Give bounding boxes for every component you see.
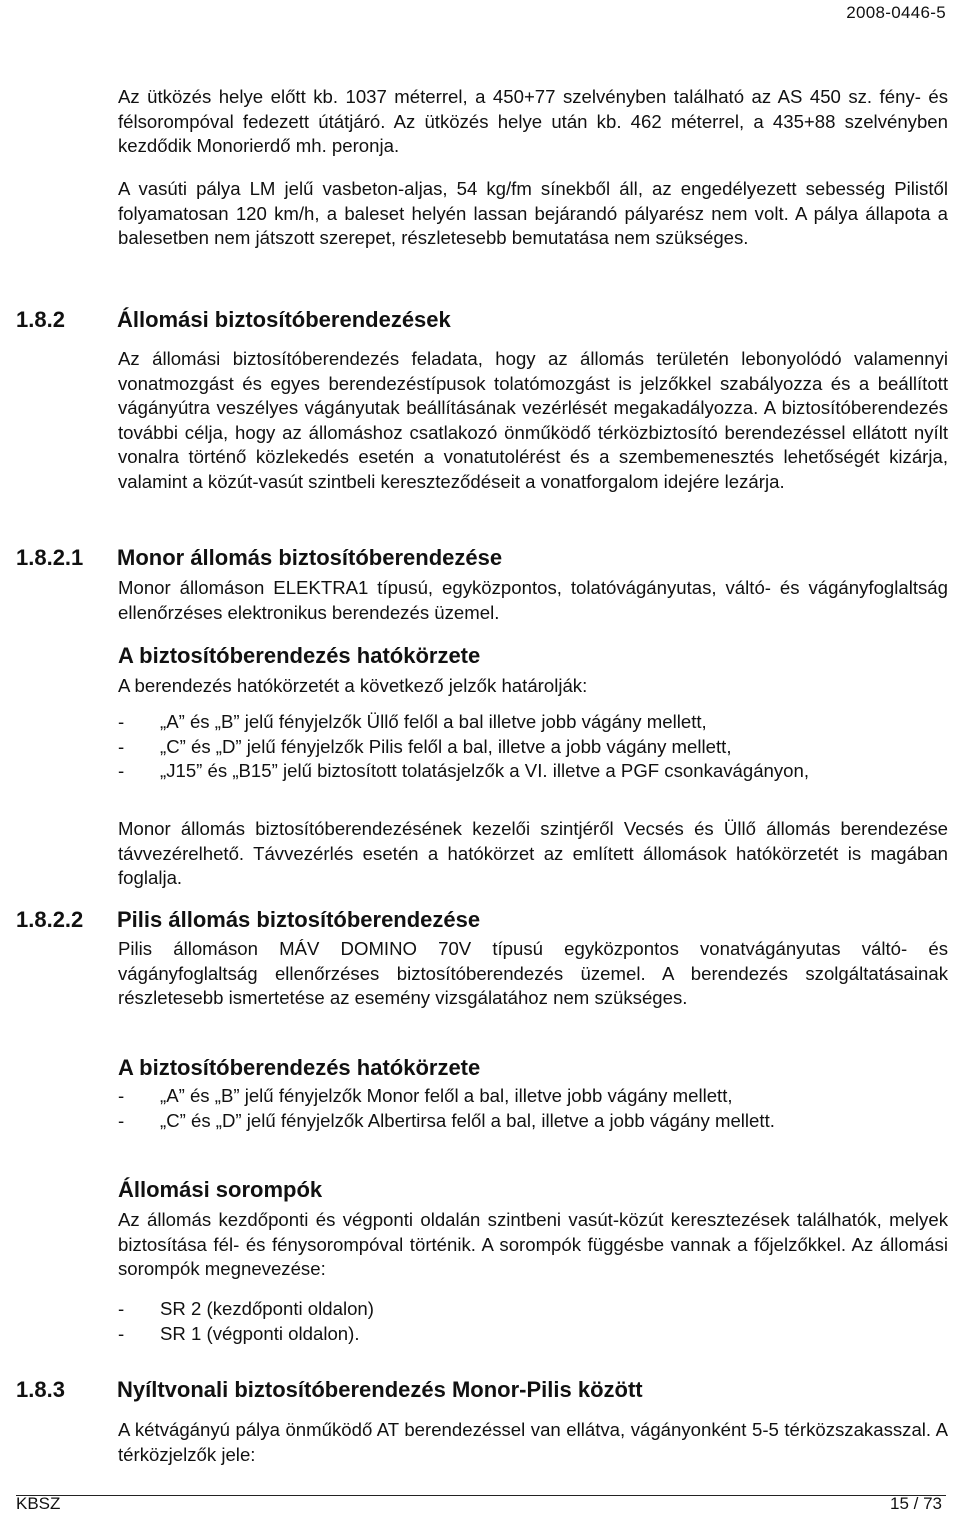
intro-paragraph-1: Az ütközés helye előtt kb. 1037 méterrel, a 450+77 szelvényben található az AS 450 sz. fény- és félsorompóval fedezett útátjáró. Az ütközés helye után kb. 462 méterrel, a 435+88 szelvényben kezdődik Monorierdő mh. peronja. [118, 86, 948, 157]
subheading-pilis-scope: A biztosítóberendezés hatókörzete [118, 1055, 481, 1080]
section-number-1-8-2-2: 1.8.2.2 [16, 907, 84, 932]
list-item [118, 759, 948, 784]
monor-remote-control-paragraph: Monor állomás biztosítóberendezésének kezelői szintjéről Vecsés és Üllő állomás berendezése távvezérelhető. Távvezérlés esetén a hatókörzet az említett állomások hatókörzetét is magában foglalja. [118, 818, 948, 889]
list-dash: - [118, 735, 125, 757]
list-item-text: „A” és „B” jelű fényjelzők Üllő felől a bal illetve jobb vágány mellett, [160, 711, 707, 732]
section-body-1-8-2-2: Pilis állomáson MÁV DOMINO 70V típusú egyközpontos vonatvágányutas váltó- és vágányfoglaltság ellenőrzéses biztosítóberendezés üzemel. A berendezés szolgáltatásainak részletesebb ismertetése az esemény vizsgálatához nem szükséges. [118, 938, 948, 1009]
footer-organization: KBSZ [16, 1494, 61, 1513]
list-dash: - [118, 711, 125, 732]
list-item [118, 735, 948, 760]
list-item [118, 1322, 948, 1347]
footer-page-number: 15 / 73 [890, 1494, 942, 1513]
section-number-1-8-2-1: 1.8.2.1 [16, 545, 84, 570]
list-item [118, 1109, 948, 1134]
section-body-1-8-2-1: Monor állomáson ELEKTRA1 típusú, egyközpontos, tolatóvágányutas, váltó- és vágányfoglaltság ellenőrzéses elektronikus berendezés üzemel. [118, 577, 948, 623]
list-item [118, 710, 948, 735]
list-item-text: SR 1 (végponti oldalon). [160, 1322, 360, 1344]
list-dash: - [118, 1085, 125, 1106]
pilis-signal-list [118, 1084, 948, 1133]
subheading-station-barriers: Állomási sorompók [118, 1177, 323, 1202]
list-dash: - [118, 1109, 125, 1131]
list-item-text: „C” és „D” jelű fényjelzők Pilis felől a bal, illetve a jobb vágány mellett, [160, 735, 732, 757]
list-dash: - [118, 760, 125, 782]
section-body-1-8-2: Az állomási biztosítóberendezés feladata, hogy az állomás területén lebonyolódó valamennyi vonatmozgást és egyes berendezéstípusok tolatómozgást is jelzőkkel szabályozza és a beállított vágányútra veszélyes vágányutak beállításának vezérlését megakadályozza. A biztosítóberendezés további célja, hogy az állomáshoz csatlakozó önműködő térközbiztosító berendezéssel ellátott nyílt vonalra történő közlekedés esetén a vonatutolérést és a szembemenesztés lehetőségét kizárja, valamint a közút-vasút szintbeli kereszteződéseit a vonatforgalom idejére lezárja. [118, 348, 948, 492]
footer-divider [16, 1495, 946, 1496]
list-item [118, 1297, 948, 1322]
list-item-text: SR 2 (kezdőponti oldalon) [160, 1298, 374, 1319]
section-body-1-8-3: A kétvágányú pálya önműködő AT berendezéssel van ellátva, vágányonként 5-5 térközszakasszal. A térközjelzők jele: [118, 1419, 948, 1465]
list-item-text: „A” és „B” jelű fényjelzők Monor felől a bal, illetve jobb vágány mellett, [160, 1085, 733, 1106]
subheading-monor-scope: A biztosítóberendezés hatókörzete [118, 643, 481, 668]
section-title-1-8-3: Nyíltvonali biztosítóberendezés Monor-Pilis között [117, 1377, 643, 1402]
station-barriers-paragraph: Az állomás kezdőponti és végponti oldalán szintbeni vasút-közút keresztezések találhatók, melyek biztosítása fél- és fénysorompóval történik. A sorompók függésbe vannak a főjelzőkkel. Az állomási sorompók megnevezése: [118, 1209, 948, 1280]
list-dash: - [118, 1298, 125, 1319]
section-number-1-8-2: 1.8.2 [16, 307, 65, 332]
list-dash: - [118, 1322, 125, 1344]
list-item-text: „C” és „D” jelű fényjelzők Albertirsa felől a bal, illetve a jobb vágány mellett. [160, 1109, 775, 1131]
section-number-1-8-3: 1.8.3 [16, 1377, 65, 1402]
section-title-1-8-2-1: Monor állomás biztosítóberendezése [117, 545, 503, 570]
station-barriers-list [118, 1297, 948, 1346]
document-id: 2008-0446-5 [846, 3, 946, 22]
list-item [118, 1084, 948, 1109]
list-item-text: „J15” és „B15” jelű biztosított tolatásjelzők a VI. illetve a PGF csonkavágányon, [160, 760, 810, 782]
monor-signal-list [118, 710, 948, 784]
monor-scope-lead: A berendezés hatókörzetét a következő jelzők határolják: [118, 675, 588, 696]
section-title-1-8-2: Állomási biztosítóberendezések [117, 307, 451, 332]
section-title-1-8-2-2: Pilis állomás biztosítóberendezése [117, 907, 481, 932]
intro-paragraph-2: A vasúti pálya LM jelű vasbeton-aljas, 54 kg/fm sínekből áll, az engedélyezett sebesség Pilistől folyamatosan 120 km/h, a baleset helyén lassan bejárandó pályarész nem volt. A pálya állapota a balesetben nem játszott szerepet, részletesebb bemutatása nem szükséges. [118, 178, 948, 249]
